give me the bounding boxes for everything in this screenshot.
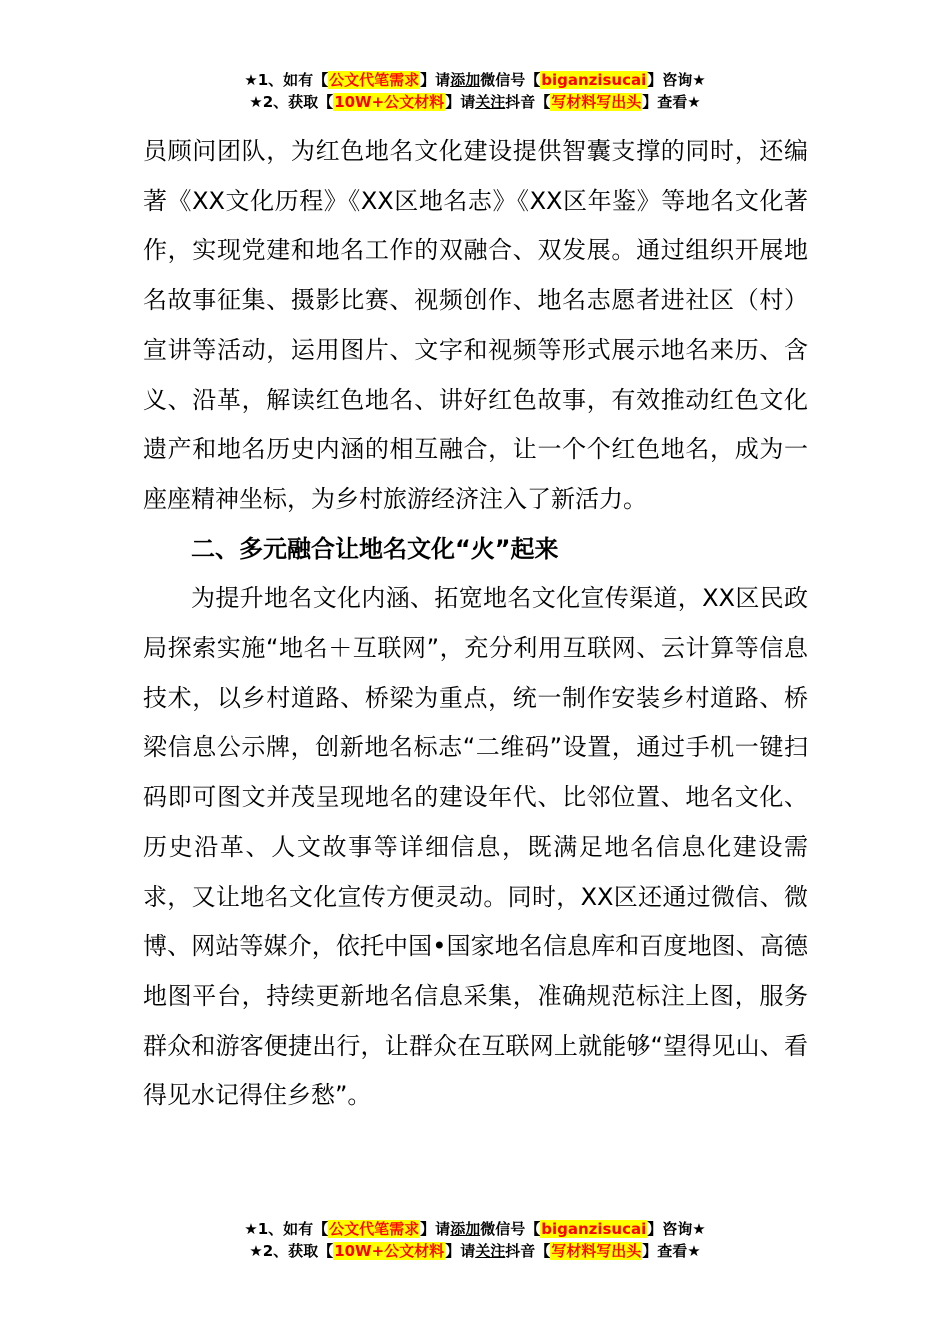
paragraph-1: 员顾问团队，为红色地名文化建设提供智囊支撑的同时，还编著《XX文化历程》《XX区地名志》《XX区年鉴》等地名文化著作，实现党建和地名工作的双融合、双发展。通过组织开展地名故事征集、摄影比赛、视频创作、地名志愿者进社区（村）宣讲等活动，运用图片、文字和视频等形式展示地名来历、含义、沿革，解读红色地名、讲好红色故事，有效推动红色文化遗产和地名历史内涵的相互融合，让一个个红色地名，成为一座座精神坐标，为乡村旅游经济注入了新活力。 xyxy=(143,137,808,513)
promo-text: 微信号【 xyxy=(480,1220,541,1238)
promo-text: ★1、如有【 xyxy=(244,1220,329,1238)
promo-line-1 xyxy=(0,69,950,91)
promo-highlight: biganzisucai xyxy=(541,71,647,89)
promo-text: 】咨询★ xyxy=(647,1220,706,1238)
promo-highlight: 10W+公文材料 xyxy=(334,1242,445,1260)
promo-text: ★2、获取【 xyxy=(249,1242,334,1260)
promo-text: 】咨询★ xyxy=(647,71,706,89)
promo-text: 】查看★ xyxy=(642,1242,701,1260)
document-body xyxy=(143,127,808,1121)
promo-highlight: 公文代笔需求 xyxy=(329,71,420,89)
promo-text: 抖音【 xyxy=(505,93,551,111)
promo-text: 】请 xyxy=(420,71,451,89)
promo-text: 抖音【 xyxy=(505,1242,551,1260)
promo-underlined: 关注 xyxy=(475,93,506,111)
promo-line-1 xyxy=(0,1218,950,1240)
promo-underlined: 添加 xyxy=(450,71,481,89)
promo-highlight: 写材料写出头 xyxy=(551,93,642,111)
section-heading: 二、多元融合让地名文化“火”起来 xyxy=(191,534,559,563)
promo-text: 微信号【 xyxy=(480,71,541,89)
promo-underlined: 关注 xyxy=(475,1242,506,1260)
promo-text: ★1、如有【 xyxy=(244,71,329,89)
promo-highlight: 公文代笔需求 xyxy=(329,1220,420,1238)
promo-text: 】请 xyxy=(445,1242,476,1260)
promo-line-2 xyxy=(0,91,950,113)
promo-line-2 xyxy=(0,1240,950,1262)
promo-text: 】请 xyxy=(445,93,476,111)
footer-promo-banner xyxy=(0,1218,950,1262)
promo-highlight: 10W+公文材料 xyxy=(334,93,445,111)
promo-text: 】查看★ xyxy=(642,93,701,111)
promo-underlined: 添加 xyxy=(450,1220,481,1238)
promo-text: ★2、获取【 xyxy=(249,93,334,111)
promo-highlight: biganzisucai xyxy=(541,1220,647,1238)
header-promo-banner xyxy=(0,69,950,113)
paragraph-2: 为提升地名文化内涵、拓宽地名文化宣传渠道，XX区民政局探索实施“地名＋互联网”，充分利用互联网、云计算等信息技术，以乡村道路、桥梁为重点，统一制作安装乡村道路、桥梁信息公示牌，创新地名标志“二维码”设置，通过手机一键扫码即可图文并茂呈现地名的建设年代、比邻位置、地名文化、历史沿革、人文故事等详细信息，既满足地名信息化建设需求，又让地名文化宣传方便灵动。同时，XX区还通过微信、微博、网站等媒介，依托中国•国家地名信息库和百度地图、高德地图平台，持续更新地名信息采集，准确规范标注上图，服务群众和游客便捷出行，让群众在互联网上就能够“望得见山、看得见水记得住乡愁”。 xyxy=(143,584,808,1110)
promo-text: 】请 xyxy=(420,1220,451,1238)
promo-highlight: 写材料写出头 xyxy=(551,1242,642,1260)
